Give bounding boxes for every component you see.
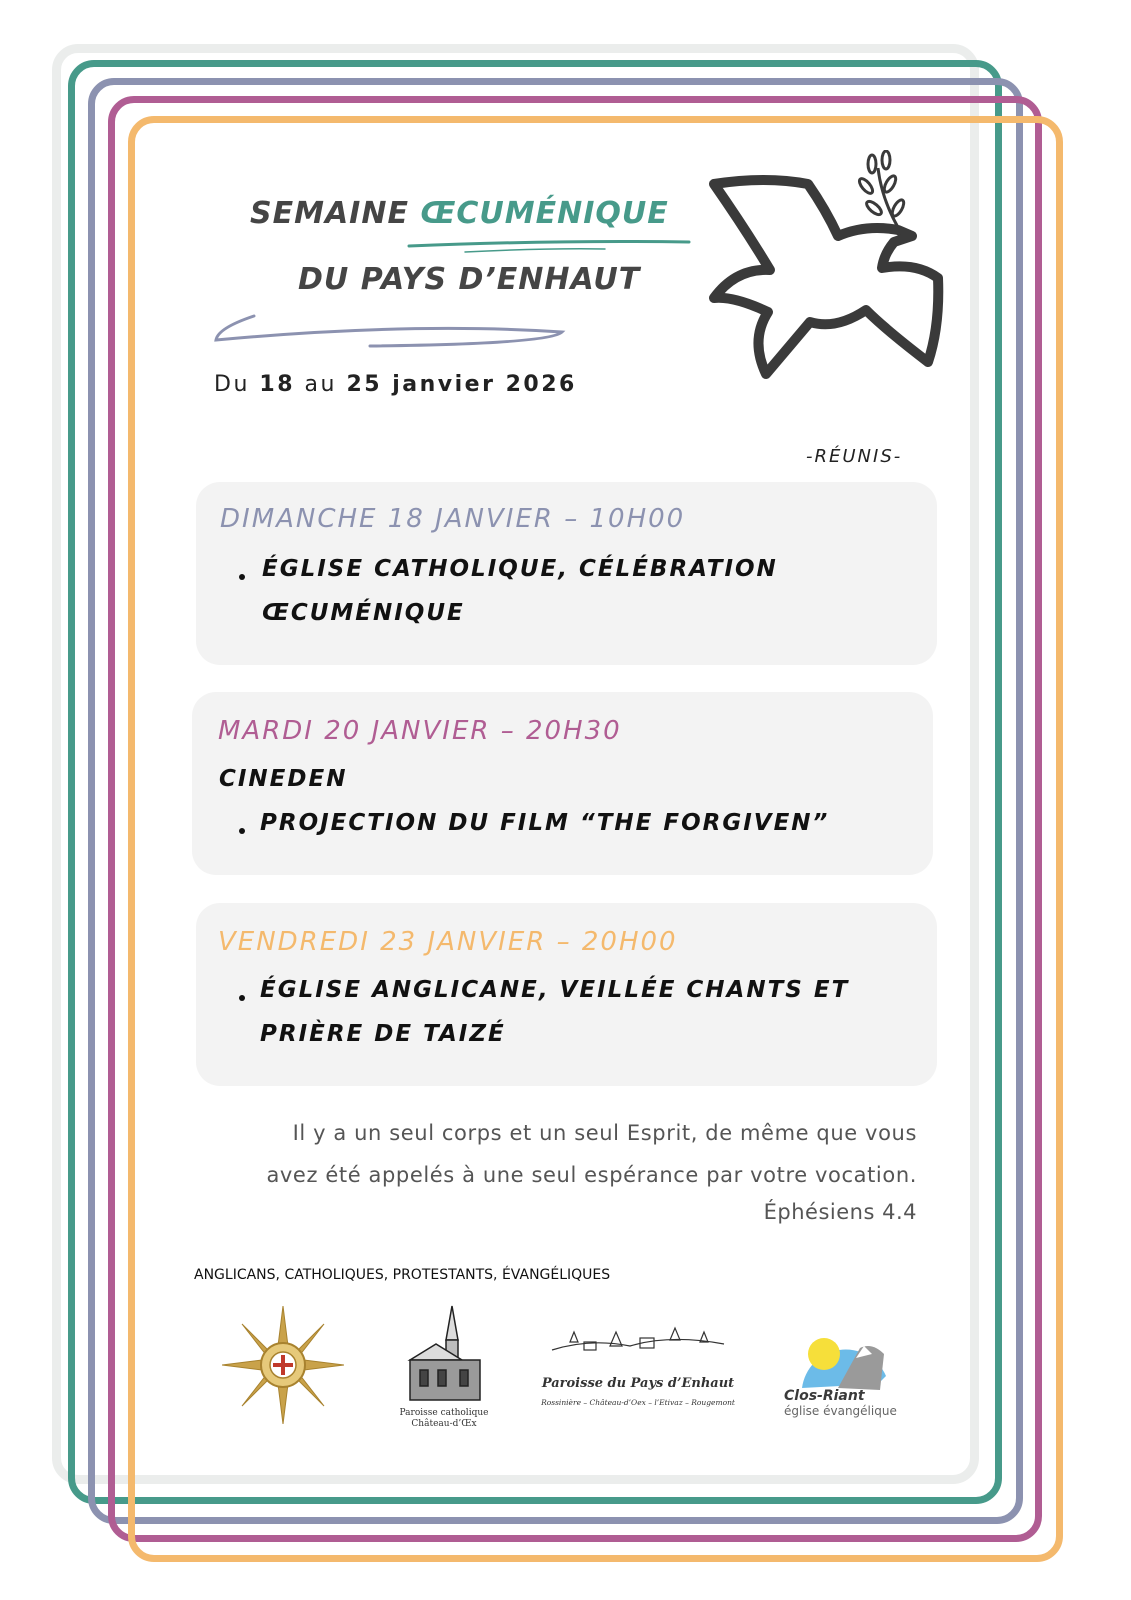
event-detail: PROJECTION DU FILM “THE FORGIVEN” <box>260 810 830 836</box>
church-icon <box>406 1304 486 1404</box>
event-detail: ÉGLISE CATHOLIQUE, CÉLÉBRATION <box>262 556 778 582</box>
title-underline <box>405 234 695 256</box>
dates-prefix: Du <box>214 372 250 397</box>
quote-line: Il y a un seul corps et un seul Esprit, de même que vous <box>292 1121 917 1145</box>
evangelical-logo-subtitle: église évangélique <box>784 1404 897 1418</box>
catholic-caption-line: Château-d’Œx <box>411 1419 477 1429</box>
event-card-sunday <box>196 482 937 665</box>
catholic-logo-caption <box>394 1408 494 1430</box>
event-heading: DIMANCHE 18 JANVIER – 10H00 <box>220 504 686 534</box>
page-title-line1 <box>250 196 669 231</box>
event-card-friday <box>196 903 937 1086</box>
event-venue: CINEDEN <box>219 766 348 792</box>
event-heading: MARDI 20 JANVIER – 20H30 <box>218 716 622 746</box>
title-swoosh <box>210 310 570 350</box>
event-card-tuesday <box>192 692 933 875</box>
churches-label: ANGLICANS, CATHOLIQUES, PROTESTANTS, ÉVANGÉLIQUES <box>194 1267 611 1283</box>
bible-quote <box>217 1112 917 1196</box>
protestant-logo-title: Paroisse du Pays d’Enhaut <box>541 1376 735 1391</box>
title-word-semaine: SEMAINE <box>250 196 409 231</box>
compass-rose-icon <box>222 1306 344 1424</box>
event-detail: ŒCUMÉNIQUE <box>262 600 465 626</box>
evangelical-logo-name: Clos-Riant <box>784 1388 865 1404</box>
title-word-oecumenique: ŒCUMÉNIQUE <box>420 196 669 231</box>
dove-icon <box>706 150 946 382</box>
quote-line: avez été appelés à une seul espérance par votre vocation. <box>266 1163 917 1187</box>
event-heading: VENDREDI 23 JANVIER – 20H00 <box>218 927 678 957</box>
mountain-sun-icon <box>798 1324 890 1392</box>
event-detail: ÉGLISE ANGLICANE, VEILLÉE CHANTS ET <box>260 977 850 1003</box>
bullet-icon <box>239 995 245 1001</box>
event-dates <box>214 372 577 397</box>
event-detail: PRIÈRE DE TAIZÉ <box>260 1021 506 1047</box>
quote-reference: Éphésiens 4.4 <box>763 1200 917 1224</box>
date-end: 25 janvier 2026 <box>346 372 577 397</box>
dates-mid: au <box>304 372 337 397</box>
bullet-icon <box>239 574 245 580</box>
protestant-logo-villages: Rossinière – Château-d’Oex – l’Etivaz – Rougemont <box>541 1398 735 1407</box>
page-title-line2: DU PAYS D’ENHAUT <box>298 262 641 297</box>
village-sketch-icon <box>550 1320 726 1360</box>
reunis-label: -RÉUNIS- <box>806 446 903 467</box>
catholic-caption-line: Paroisse catholique <box>399 1408 489 1418</box>
date-start: 18 <box>259 372 296 397</box>
bullet-icon <box>239 828 245 834</box>
